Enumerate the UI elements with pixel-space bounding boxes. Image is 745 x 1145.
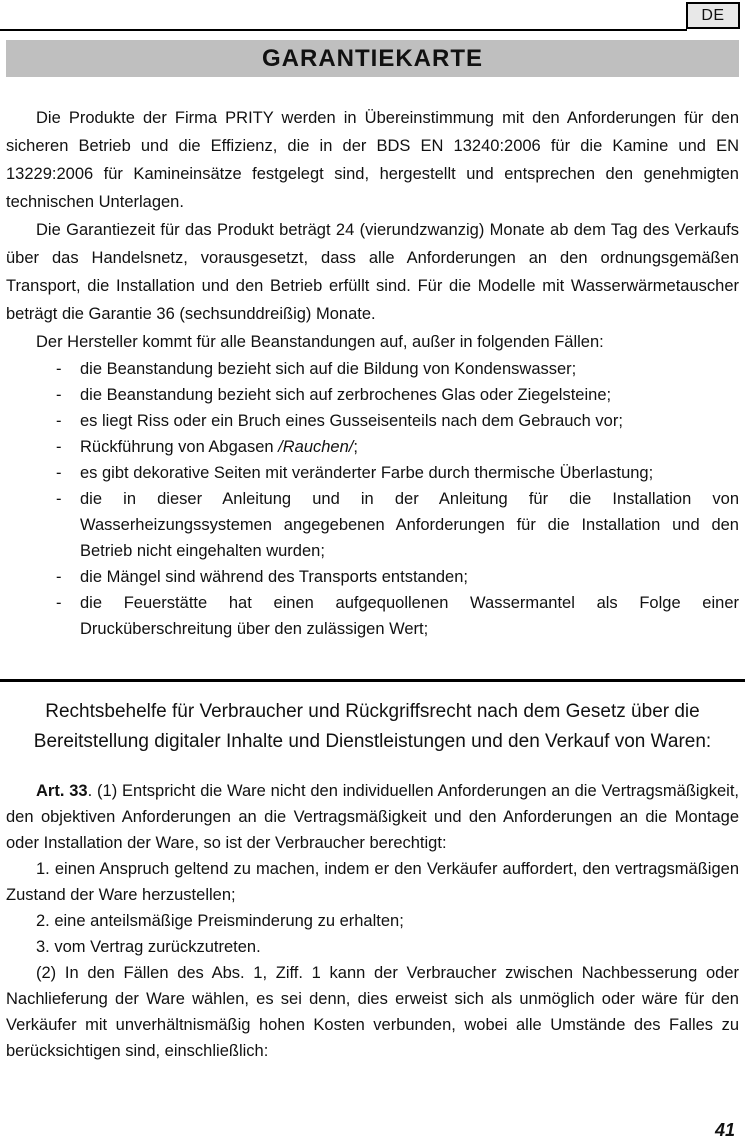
- intro-paragraphs: [6, 104, 739, 356]
- text-segment: ;: [353, 438, 358, 456]
- bullet-text: die Beanstandung bezieht sich auf die Bildung von Kondenswasser;: [80, 360, 577, 378]
- page-number: 41: [714, 1120, 735, 1140]
- bullet-text: es liegt Riss oder ein Bruch eines Gusseisenteils nach dem Gebrauch vor;: [80, 412, 623, 430]
- paragraph: 3. vom Vertrag zurückzutreten.: [36, 938, 261, 956]
- bullet-marker: -: [56, 464, 62, 482]
- paragraph: (2) In den Fällen des Abs. 1, Ziff. 1 kann der Verbraucher zwischen Nachbesserung oder Nachlieferung der Ware wählen, es sei denn, dies erweist sich als unmöglich oder wäre für den Verkäufer mit unverhältnismäßig hohen Kosten verbunden, wobei alle Umstände des Falles zu berücksichtigen sind, einschließlich:: [6, 964, 739, 1060]
- text-segment: Art. 33: [36, 782, 88, 800]
- section-divider: [0, 679, 745, 682]
- bullet-marker: -: [56, 386, 62, 404]
- page-title: GARANTIEKARTE: [262, 45, 483, 72]
- paragraph: Der Hersteller kommt für alle Beanstandungen auf, außer in folgenden Fällen:: [36, 333, 604, 351]
- paragraph: Die Garantiezeit für das Produkt beträgt 24 (vierundzwanzig) Monate ab dem Tag des Verkaufs über das Handelsnetz, vorausgesetzt, dass alle Anforderungen an den ordnungsgemäßen Transport, die Installation und den Betrieb erfüllt sind. Für die Modelle mit Wasserwärmetauscher beträgt die Garantie 36 (sechsunddreißig) Monate.: [6, 221, 739, 323]
- bullet-text: die Mängel sind während des Transports entstanden;: [80, 568, 468, 586]
- list-item: [6, 460, 739, 486]
- bullet-text: die Beanstandung bezieht sich auf zerbrochenes Glas oder Ziegelsteine;: [80, 386, 612, 404]
- section-heading: Rechtsbehelfe für Verbraucher und Rückgriffsrecht nach dem Gesetz über die Bereitstellung digitaler Inhalte und Dienstleistungen und den Verkauf von Waren:: [33, 701, 712, 752]
- bullet-text: die in dieser Anleitung und in der Anleitung für die Installation von Wasserheizungssystemen angegebenen Anforderungen für die Installation und den Betrieb nicht eingehalten wurden;: [80, 490, 739, 560]
- paragraph: Die Produkte der Firma PRITY werden in Übereinstimmung mit den Anforderungen für den sicheren Betrieb und die Effizienz, die in der BDS EN 13240:2006 für die Kamine und EN 13229:2006 für Kamineinsätze festgelegt sind, hergestellt und entsprechen den genehmigten technischen Unterlagen.: [6, 109, 739, 211]
- paragraph: 1. einen Anspruch geltend zu machen, indem er den Verkäufer auffordert, den vertragsmäßigen Zustand der Ware herzustellen;: [6, 860, 739, 904]
- bullet-marker: -: [56, 594, 62, 612]
- list-item: [6, 382, 739, 408]
- page-header: [0, 0, 745, 32]
- language-badge: DE: [686, 2, 740, 29]
- bullet-marker: -: [56, 438, 62, 456]
- text-segment: . (1) Entspricht die Ware nicht den individuellen Anforderungen an die Vertragsmäßigkeit, den objektiven Anforderungen an die Vertragsmäßigkeit und den Anforderungen an die Montage oder Installation der Ware, so ist der Verbraucher berechtigt:: [6, 782, 740, 852]
- paragraph: [6, 778, 739, 856]
- paragraph: 2. eine anteilsmäßige Preisminderung zu erhalten;: [36, 912, 404, 930]
- list-item: [6, 434, 739, 460]
- bullet-marker: -: [56, 412, 62, 430]
- list-item: [6, 564, 739, 590]
- bullet-text: es gibt dekorative Seiten mit veränderter Farbe durch thermische Überlastung;: [80, 464, 654, 482]
- list-item: [6, 590, 739, 642]
- bullet-text: die Feuerstätte hat einen aufgequollenen Wassermantel als Folge einer Drucküberschreitung über den zulässigen Wert;: [80, 594, 739, 638]
- text-segment: /Rauchen/: [278, 438, 354, 456]
- exclusion-list: [6, 356, 739, 642]
- header-rule: [0, 29, 687, 31]
- warranty-content: [6, 104, 739, 642]
- text-segment: Rückführung von Abgasen: [80, 438, 279, 456]
- list-item: [6, 408, 739, 434]
- bullet-text: [80, 438, 358, 456]
- bullet-marker: -: [56, 490, 62, 508]
- bullet-marker: -: [56, 568, 62, 586]
- list-item: [6, 356, 739, 382]
- bullet-marker: -: [56, 360, 62, 378]
- title-bar: [6, 40, 739, 77]
- legal-section: [6, 778, 739, 1064]
- list-item: [6, 486, 739, 564]
